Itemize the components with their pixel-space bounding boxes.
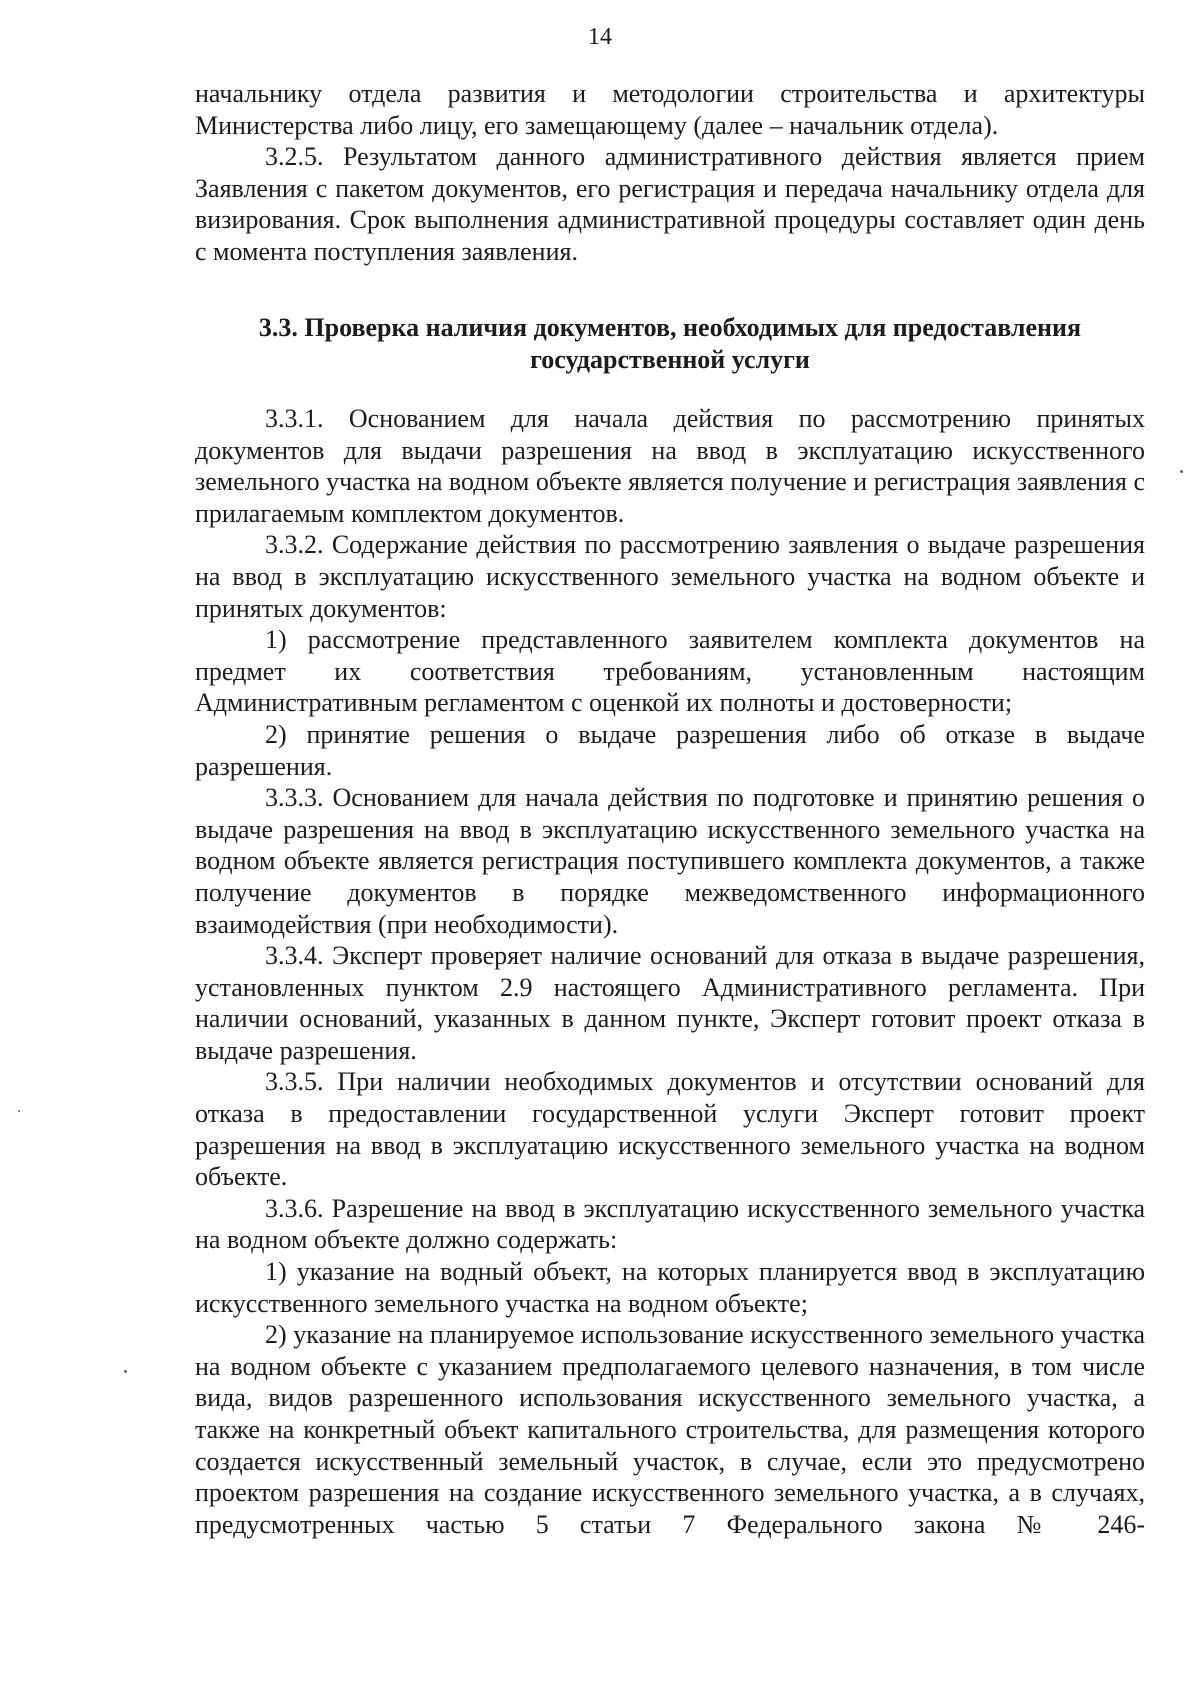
list-item-3-3-2-1: 1) рассмотрение представленного заявителем комплекта документов на предмет их соответствия требованиям, установленным настоящим Административным регламентом с оценкой их полноты и достоверности; bbox=[195, 625, 1145, 718]
section-heading bbox=[195, 312, 1145, 376]
scan-speck bbox=[124, 1370, 127, 1373]
section-heading-line-2: государственной услуги bbox=[530, 345, 810, 374]
paragraph-3-3-3: 3.3.3. Основанием для начала действия по подготовке и принятию решения о выдаче разрешения на ввод в эксплуатацию искусственного земельного участка на водном объекте является регистрация поступившего комплекта документов, а также получение документов в порядке межведомственного информационного взаимодействия (при необходимости). bbox=[195, 783, 1145, 939]
paragraph-3-3-1: 3.3.1. Основанием для начала действия по рассмотрению принятых документов для выдачи разрешения на ввод в эксплуатацию искусственного земельного участка на водном объекте является получение и регистрация заявления с прилагаемым комплектом документов. bbox=[195, 404, 1145, 528]
scan-speck bbox=[1180, 470, 1183, 473]
list-item-3-3-6-2: 2) указание на планируемое использование искусственного земельного участка на водном объекте с указанием предполагаемого целевого назначения, в том числе вида, видов разрешенного использования искусственного земельного участка, а также на конкретный объект капитального строительства, для размещения которого создается искусственный земельный участок, в случае, если это предусмотрено проектом разрешения на создание искусственного земельного участка, а в случаях, предусмотренных частью 5 статьи 7 Федерального закона № 246- bbox=[195, 1320, 1145, 1539]
continuation-line-2: Министерства либо лицу, его замещающему (далее – начальник отдела). bbox=[195, 110, 999, 140]
paragraph-3-2-5: 3.2.5. Результатом данного административного действия является прием Заявления с пакетом документов, его регистрация и передача начальнику отдела для визирования. Срок выполнения административной процедуры составляет один день с момента поступления заявления. bbox=[195, 142, 1145, 266]
paragraph-3-3-5: 3.3.5. При наличии необходимых документов и отсутствии оснований для отказа в предоставлении государственной услуги Эксперт готовит проект разрешения на ввод в эксплуатацию искусственного земельного участка на водном объекте. bbox=[195, 1067, 1145, 1192]
list-item-3-3-2-2: 2) принятие решения о выдаче разрешения либо об отказе в выдаче разрешения. bbox=[195, 719, 1145, 781]
paragraph-3-3-6: 3.3.6. Разрешение на ввод в эксплуатацию искусственного земельного участка на водном объекте должно содержать: bbox=[195, 1193, 1145, 1255]
section-body bbox=[195, 403, 1145, 1540]
section-heading-line-1: 3.3. Проверка наличия документов, необходимых для предоставления bbox=[258, 313, 1082, 342]
continuation-line-1: начальнику отдела развития и методологии строительства и архитектуры bbox=[195, 79, 1145, 108]
paragraph-3-3-2: 3.3.2. Содержание действия по рассмотрению заявления о выдаче разрешения на ввод в эксплуатацию искусственного земельного участка на водном объекте и принятых документов: bbox=[195, 530, 1145, 623]
scan-speck bbox=[18, 1110, 20, 1112]
top-block bbox=[195, 78, 1145, 268]
list-item-3-3-6-1: 1) указание на водный объект, на которых планируется ввод в эксплуатацию искусственного земельного участка на водном объекте; bbox=[195, 1257, 1145, 1318]
page-number: 14 bbox=[588, 24, 612, 50]
paragraph-3-3-4: 3.3.4. Эксперт проверяет наличие оснований для отказа в выдаче разрешения, установленных пунктом 2.9 настоящего Административного регламента. При наличии оснований, указанных в данном пункте, Эксперт готовит проект отказа в выдаче разрешения. bbox=[195, 941, 1145, 1065]
